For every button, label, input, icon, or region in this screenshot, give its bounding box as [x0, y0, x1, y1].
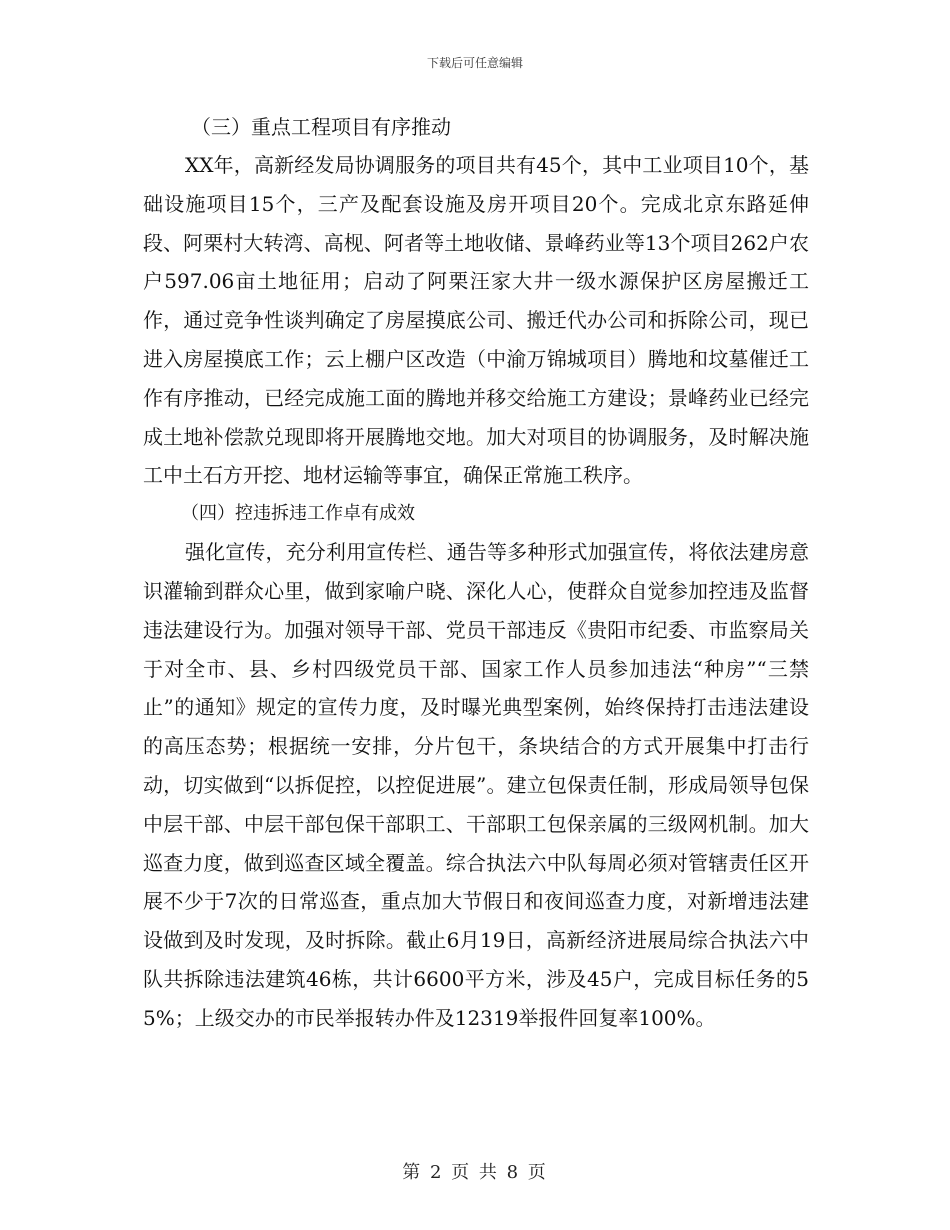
page-number: 第 2 页 共 8 页	[402, 1162, 548, 1183]
page-header-note: 下载后可任意编辑	[426, 56, 523, 70]
paragraph-key-projects: XX年，高新经发局协调服务的项目共有45个，其中工业项目10个，基础设施项目15个，三产及配套设施及房开项目20个。完成北京东路延伸段、阿栗村大转湾、高枧、阿者等土地收储、景峰药业等13个项目262户农户597.06亩土地征用；启动了阿栗汪家大井一级水源保护区房屋搬迁工作，通过竞争性谈判确定了房屋摸底公司、搬迁代办公司和拆除公司，现已进入房屋摸底工作；云上棚户区改造（中渝万锦城项目）腾地和坟墓催迁工作有序推动，已经完成施工面的腾地并移交给施工方建设；景峰药业已经完成土地补偿款兑现即将开展腾地交地。加大对项目的协调服务，及时解决施工中土石方开挖、地材运输等事宜，确保正常施工秩序。	[143, 153, 809, 488]
section-heading-key-projects: （三）重点工程项目有序推动	[191, 115, 451, 139]
document-body	[143, 108, 809, 1038]
paragraph-demolition: 强化宣传，充分利用宣传栏、通告等多种形式加强宣传，将依法建房意识灌输到群众心里，做到家喻户晓、深化人心，使群众自觉参加控违及监督违法建设行为。加强对领导干部、党员干部违反《贵阳市纪委、市监察局关于对全市、县、乡村四级党员干部、国家工作人员参加违法“种房”“三禁止”的通知》规定的宣传力度，及时曝光典型案例，始终保持打击违法建设的高压态势；根据统一安排，分片包干，条块结合的方式开展集中打击行动，切实做到“以拆促控，以控促进展”。建立包保责任制，形成局领导包保中层干部、中层干部包保干部职工、干部职工包保亲属的三级网机制。加大巡查力度，做到巡查区域全覆盖。综合执法六中队每周必须对管辖责任区开展不少于7次的日常巡查，重点加大节假日和夜间巡查力度，对新增违法建设做到及时发现，及时拆除。截止6月19日，高新经济进展局综合执法六中队共拆除违法建筑46栋，共计6600平方米，涉及45户，完成目标任务的55%；上级交办的市民举报转办件及12319举报件回复率100%。	[143, 540, 809, 1030]
section-heading-demolition: （四）控违拆违工作卓有成效	[181, 503, 415, 525]
